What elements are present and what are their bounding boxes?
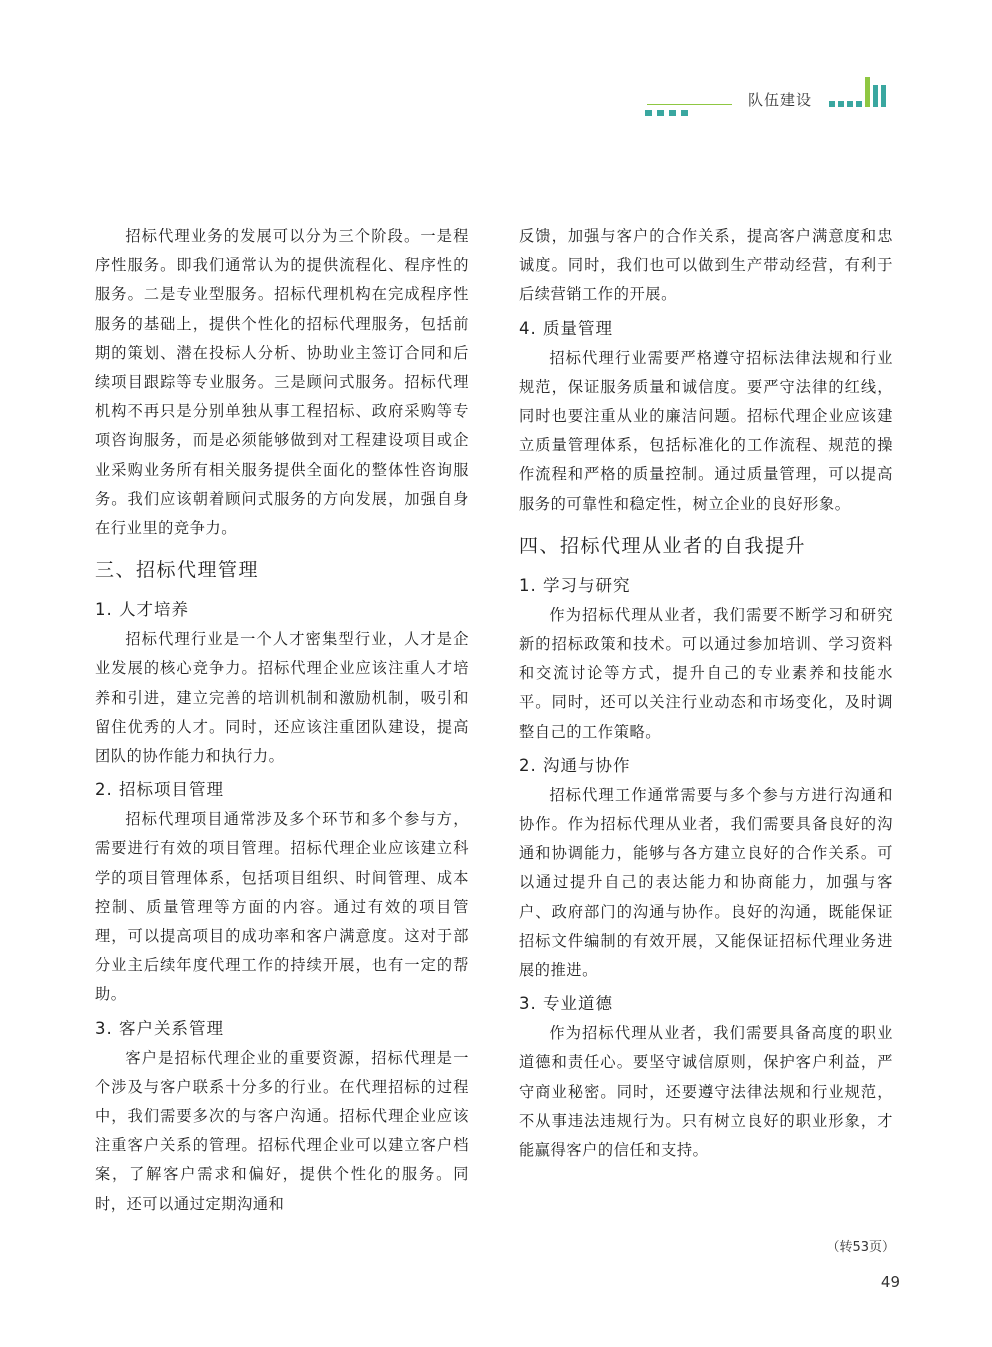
page-header	[0, 0, 992, 130]
subheading-communication: 2. 沟通与协作	[519, 755, 631, 775]
subheading-learning: 1. 学习与研究	[519, 575, 631, 595]
section-heading-3: 三、招标代理管理	[95, 559, 260, 582]
subheading-customer-relations: 3. 客户关系管理	[95, 1018, 224, 1038]
paragraph-learning: 作为招标代理从业者，我们需要不断学习和研究新的招标政策和技术。可以通过参加培训、学习资料和交流讨论等方式，提升自己的专业素养和技能水平。同时，还可以关注行业动态和市场变化，及时调整自己的工作策略。	[519, 605, 893, 741]
subheading-talent: 1. 人才培养	[95, 600, 189, 620]
paragraph-quality: 招标代理行业需要严格遵守招标法律法规和行业规范，保证服务质量和诚信度。要严守法律的红线，同时也要注重从业的廉洁问题。招标代理企业应该建立质量管理体系，包括标准化的工作流程、规范的操作流程和严格的质量控制。通过质量管理，可以提高服务的可靠性和稳定性，树立企业的良好形象。	[519, 348, 893, 513]
paragraph-communication: 招标代理工作通常需要与多个参与方进行沟通和协作。作为招标代理从业者，我们需要具备良好的沟通和协调能力，能够与各方建立良好的合作关系。可以通过提升自己的表达能力和协商能力，加强与客户、政府部门的沟通与协作。良好的沟通，既能保证招标文件编制的有效开展，又能保证招标代理业务进展的推进。	[519, 785, 893, 980]
page-number: 49	[880, 1273, 900, 1291]
paragraph-customer-relations-continued: 反馈，加强与客户的合作关系，提高客户满意度和忠诚度。同时，我们也可以做到生产带动经营，有利于后续营销工作的开展。	[519, 227, 893, 304]
paragraph-customer-relations: 客户是招标代理企业的重要资源，招标代理是一个涉及与客户联系十分多的行业。在代理招标的过程中，我们需要多次的与客户沟通。招标代理企业应该注重客户关系的管理。招标代理企业可以建立客户档案，了解客户需求和偏好，提供个性化的服务。同时，还可以通过定期沟通和	[95, 1048, 469, 1213]
subheading-ethics: 3. 专业道德	[519, 994, 613, 1014]
intro-paragraph: 招标代理业务的发展可以分为三个阶段。一是程序性服务。即我们通常认为的提供流程化、程序性的服务。二是专业型服务。招标代理机构在完成程序性服务的基础上，提供个性化的招标代理服务，包括前期的策划、潜在投标人分析、协助业主签订合同和后续项目跟踪等专业服务。三是顾问式服务。招标代理机构不再只是分别单独从事工程招标、政府采购等专项咨询服务，而是必须能够做到对工程建设项目或企业采购业务所有相关服务提供全面化的整体性咨询服务。我们应该朝着顾问式服务的方向发展，加强自身在行业里的竞争力。	[95, 227, 469, 538]
subheading-quality: 4. 质量管理	[519, 318, 613, 338]
paragraph-project-management: 招标代理项目通常涉及多个环节和多个参与方，需要进行有效的项目管理。招标代理企业应该建立科学的项目管理体系，包括项目组织、时间管理、成本控制、质量管理等方面的内容。通过有效的项目管理，可以提高项目的成功率和客户满意度。这对于部分业主后续年度代理工作的持续开展，也有一定的帮助。	[95, 810, 469, 1004]
paragraph-talent: 招标代理行业是一个人才密集型行业，人才是企业发展的核心竞争力。招标代理企业应该注重人才培养和引进，建立完善的培训机制和激励机制，吸引和留住优秀的人才。同时，还应该注重团队建设，提高团队的协作能力和执行力。	[95, 630, 469, 766]
left-column	[95, 222, 469, 1219]
right-column	[519, 222, 893, 1165]
paragraph-ethics: 作为招标代理从业者，我们需要具备高度的职业道德和责任心。要坚守诚信原则，保护客户利益，严守商业秘密。同时，还要遵守法律法规和行业规范，不从事违法违规行为。只有树立良好的职业形象，才能赢得客户的信任和支持。	[519, 1024, 893, 1160]
header-rule	[647, 104, 732, 105]
section-heading-4: 四、招标代理从业者的自我提升	[519, 534, 807, 557]
header-dots-decoration	[645, 110, 688, 116]
continued-note: （转53页）	[826, 1240, 895, 1255]
section-header-title: 队伍建设	[748, 91, 813, 109]
subheading-project-management: 2. 招标项目管理	[95, 780, 224, 800]
header-bars-decoration	[829, 77, 886, 107]
